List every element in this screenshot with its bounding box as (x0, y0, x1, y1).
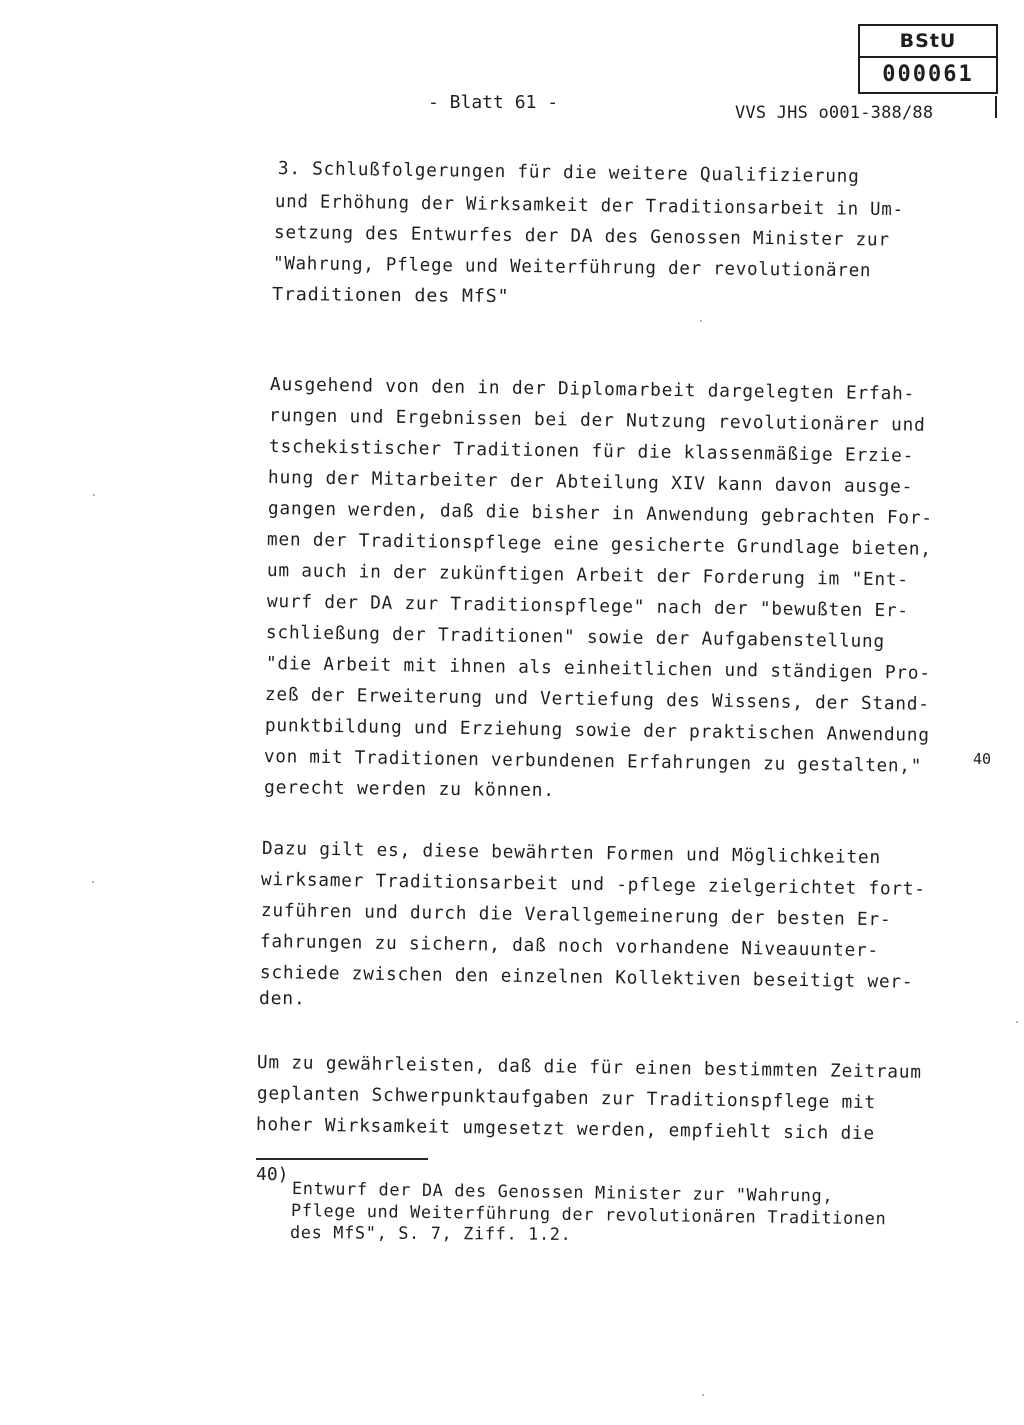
body-line: Dazu gilt es, diese bewährten Formen und Möglichkeiten (261, 838, 882, 869)
paper-speck (92, 881, 94, 883)
heading-line: setzung des Entwurfes der DA des Genossen Minister zur (273, 222, 890, 251)
body-line: um auch in der zukünftigen Arbeit der Forderung im "Ent- (266, 560, 909, 591)
body-line: Ausgehend von den in der Diplomarbeit dargelegten Erfah- (269, 374, 916, 405)
footnote-line: des MfS", S. 7, Ziff. 1.2. (289, 1223, 572, 1245)
body-line: schiede zwischen den einzelnen Kollektiven beseitigt wer- (259, 962, 914, 993)
body-line: fahrungen zu sichern, daß noch vorhandene Niveauunter- (259, 931, 880, 962)
body-line: "die Arbeit mit ihnen als einheitlichen und ständigen Pro- (265, 653, 931, 684)
archive-stamp-divider (860, 56, 996, 58)
footnote-line: Entwurf der DA des Genossen Minister zur "Wahrung, (291, 1179, 834, 1207)
body-line: von mit Traditionen verbundenen Erfahrungen zu gestalten," (263, 746, 923, 777)
body-line: den. (258, 988, 306, 1010)
body-line: hung der Mitarbeiter der Abteilung XIV kann davon ausge- (267, 467, 914, 498)
heading-line: 3. Schlußfolgerungen für die weitere Qualifizierung (277, 158, 860, 188)
heading-line: und Erhöhung der Wirksamkeit der Traditionsarbeit in Um- (274, 191, 904, 221)
paper-speck (702, 1394, 704, 1396)
document-reference: VVS JHS o001-388/88 (735, 103, 934, 123)
body-line: schließung der Traditionen" sowie der Aufgabenstellung (265, 622, 886, 653)
footnote-line: Pflege und Weiterführung der revolutionären Traditionen (290, 1201, 887, 1230)
body-line: men der Traditionspflege eine gesicherte Grundlage bieten, (266, 529, 932, 560)
body-line: zeß der Erweiterung und Vertiefung des Wissens, der Stand- (264, 684, 930, 715)
body-line: tschekistischer Traditionen für die klassenmäßige Erzie- (268, 436, 915, 467)
footnote-marker: 40) (256, 1164, 289, 1185)
body-line: zuführen und durch die Verallgemeinerung der besten Er- (260, 900, 892, 931)
body-line: rungen und Ergebnissen bei der Nutzung revolutionärer und (268, 405, 926, 436)
body-line: punktbildung und Erziehung sowie der praktischen Anwendung (264, 715, 930, 746)
heading-line: Traditionen des MfS" (271, 284, 510, 308)
sheet-number: - Blatt 61 - (428, 92, 559, 113)
body-line: Um zu gewährleisten, daß die für einen bestimmten Zeitraum (256, 1052, 922, 1083)
body-line: geplanten Schwerpunktaufgaben zur Traditionspflege mit (256, 1083, 877, 1114)
footnote-reference: 40 (973, 750, 992, 768)
body-line: gerecht werden zu können. (263, 777, 556, 802)
archive-stamp-title: BStU (899, 30, 957, 52)
archive-stamp-number: 000061 (882, 62, 974, 87)
body-line: hoher Wirksamkeit umgesetzt werden, empfiehlt sich die (255, 1114, 876, 1145)
heading-line: "Wahrung, Pflege und Weiterführung der revolutionären (272, 253, 872, 282)
paper-speck (700, 320, 702, 322)
paper-speck (1016, 1021, 1018, 1023)
paper-speck (93, 494, 95, 496)
body-line: gangen werden, daß die bisher in Anwendung gebrachten For- (267, 498, 933, 529)
footnote-separator (256, 1158, 428, 1160)
reference-margin-mark (995, 96, 997, 118)
body-line: wurf der DA zur Traditionspflege" nach der "bewußten Er- (266, 591, 909, 622)
archive-stamp (858, 24, 998, 94)
body-line: wirksamer Traditionsarbeit und -pflege zielgerichtet fort- (260, 869, 926, 900)
